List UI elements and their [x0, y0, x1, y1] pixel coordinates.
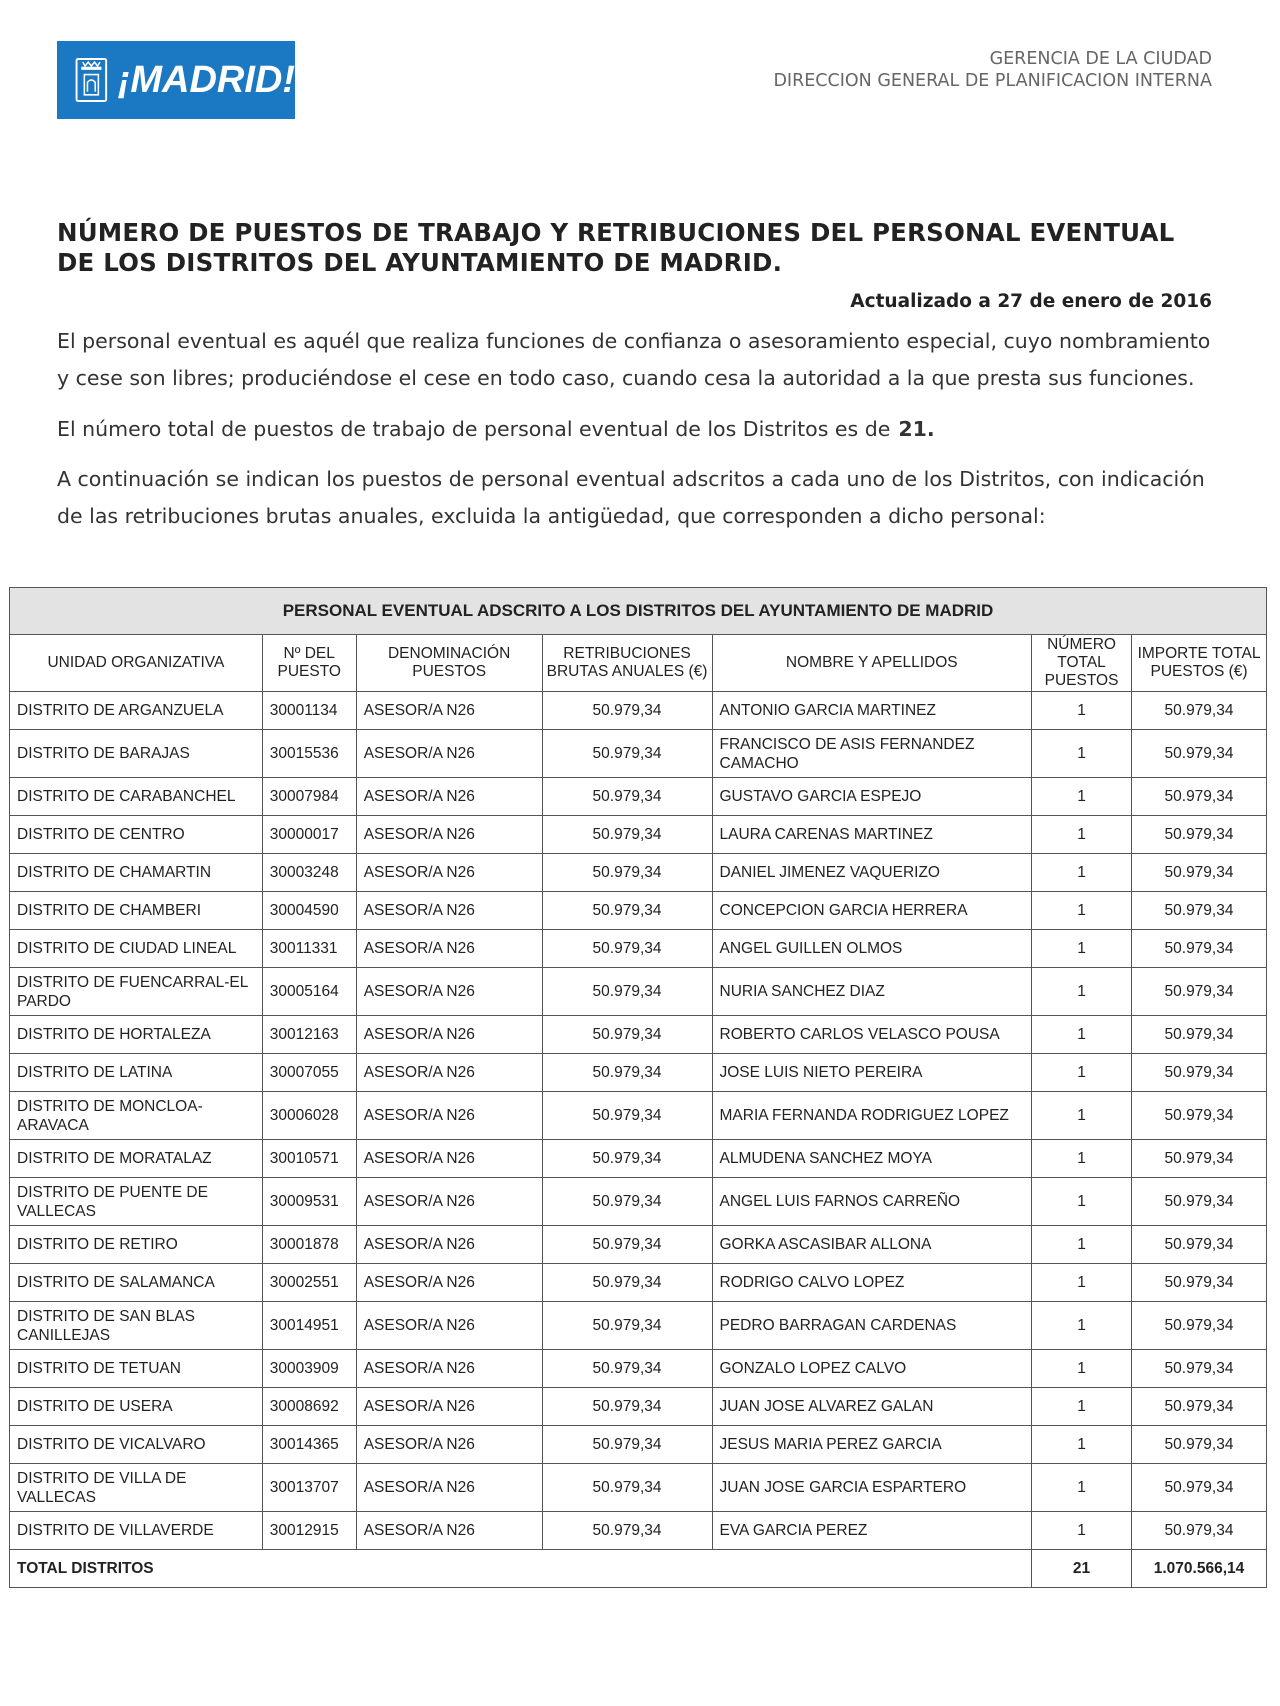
table-cell: ASESOR/A N26 — [356, 854, 542, 892]
table-cell: ASESOR/A N26 — [356, 1226, 542, 1264]
table-cell: ASESOR/A N26 — [356, 816, 542, 854]
column-header: DENOMINACIÓN PUESTOS — [356, 635, 542, 692]
table-cell: 1 — [1032, 1092, 1132, 1140]
table-cell: ASESOR/A N26 — [356, 1302, 542, 1350]
table-cell: 1 — [1032, 730, 1132, 778]
table-cell: ANGEL LUIS FARNOS CARREÑO — [712, 1178, 1032, 1226]
table-cell: EVA GARCIA PEREZ — [712, 1512, 1032, 1550]
table-cell: 30007984 — [262, 778, 356, 816]
table-cell: 1 — [1032, 1140, 1132, 1178]
table-cell: DISTRITO DE PUENTE DE VALLECAS — [10, 1178, 263, 1226]
table-cell: 50.979,34 — [1132, 1092, 1267, 1140]
table-row — [10, 1464, 1267, 1512]
table-cell: 50.979,34 — [1132, 1388, 1267, 1426]
table-cell: DISTRITO DE BARAJAS — [10, 730, 263, 778]
table-cell: 1 — [1032, 1388, 1132, 1426]
table-cell: 50.979,34 — [542, 854, 712, 892]
table-cell: 50.979,34 — [1132, 692, 1267, 730]
table-cell: 50.979,34 — [1132, 892, 1267, 930]
document-title — [57, 218, 1211, 278]
table-cell: MARIA FERNANDA RODRIGUEZ LOPEZ — [712, 1092, 1032, 1140]
table-cell: 1 — [1032, 1226, 1132, 1264]
table-cell: JUAN JOSE GARCIA ESPARTERO — [712, 1464, 1032, 1512]
column-header: NOMBRE Y APELLIDOS — [712, 635, 1032, 692]
table-cell: 30008692 — [262, 1388, 356, 1426]
table-cell: GONZALO LOPEZ CALVO — [712, 1350, 1032, 1388]
column-header: IMPORTE TOTAL PUESTOS (€) — [1132, 635, 1267, 692]
table-cell: ASESOR/A N26 — [356, 1512, 542, 1550]
table-row — [10, 730, 1267, 778]
table-cell: 50.979,34 — [1132, 1512, 1267, 1550]
paragraph-definition: El personal eventual es aquél que realiza funciones de confianza o asesoramiento especial, cuyo nombramiento y cese son libres; produciéndose el cese en todo caso, cuando cesa la autoridad a la que presta sus funciones. — [57, 329, 1211, 390]
table-cell: 50.979,34 — [1132, 1464, 1267, 1512]
table-row — [10, 1426, 1267, 1464]
table-cell: 50.979,34 — [542, 1054, 712, 1092]
table-cell: 50.979,34 — [542, 692, 712, 730]
table-cell: JUAN JOSE ALVAREZ GALAN — [712, 1388, 1032, 1426]
table-row — [10, 1512, 1267, 1550]
table-cell: 30014365 — [262, 1426, 356, 1464]
table-cell: 1 — [1032, 1302, 1132, 1350]
table-cell: FRANCISCO DE ASIS FERNANDEZ CAMACHO — [712, 730, 1032, 778]
table-cell: 1 — [1032, 1426, 1132, 1464]
table-cell: 1 — [1032, 1178, 1132, 1226]
table-body — [10, 692, 1267, 1550]
table-cell: DISTRITO DE CHAMARTIN — [10, 854, 263, 892]
table-cell: ASESOR/A N26 — [356, 1054, 542, 1092]
table-cell: DISTRITO DE CIUDAD LINEAL — [10, 930, 263, 968]
table-cell: 50.979,34 — [542, 1140, 712, 1178]
table-cell: GORKA ASCASIBAR ALLONA — [712, 1226, 1032, 1264]
total-count: 21 — [1032, 1550, 1132, 1588]
column-header: RETRIBUCIONES BRUTAS ANUALES (€) — [542, 635, 712, 692]
title-line-1: NÚMERO DE PUESTOS DE TRABAJO Y RETRIBUCIONES DEL PERSONAL EVENTUAL — [57, 218, 1175, 247]
table-cell: ASESOR/A N26 — [356, 1178, 542, 1226]
table-cell: ASESOR/A N26 — [356, 1350, 542, 1388]
table-cell: DISTRITO DE MONCLOA-ARAVACA — [10, 1092, 263, 1140]
table-cell: ASESOR/A N26 — [356, 1092, 542, 1140]
table-cell: ROBERTO CARLOS VELASCO POUSA — [712, 1016, 1032, 1054]
table-cell: 30003909 — [262, 1350, 356, 1388]
total-row — [10, 1550, 1267, 1588]
table-cell: 30014951 — [262, 1302, 356, 1350]
table-cell: 30015536 — [262, 730, 356, 778]
table-cell: 30005164 — [262, 968, 356, 1016]
table-cell: 50.979,34 — [1132, 1264, 1267, 1302]
table-cell: ASESOR/A N26 — [356, 692, 542, 730]
table-cell: ASESOR/A N26 — [356, 1388, 542, 1426]
paragraph-total-number: 21. — [898, 417, 935, 441]
table-cell: DISTRITO DE SALAMANCA — [10, 1264, 263, 1302]
table-cell: 50.979,34 — [542, 930, 712, 968]
table-cell: 50.979,34 — [542, 1016, 712, 1054]
table-cell: ASESOR/A N26 — [356, 778, 542, 816]
table-cell: 30011331 — [262, 930, 356, 968]
table-cell: ASESOR/A N26 — [356, 968, 542, 1016]
table-cell: 1 — [1032, 1512, 1132, 1550]
table-cell: 1 — [1032, 778, 1132, 816]
table-cell: 50.979,34 — [542, 1092, 712, 1140]
table-row — [10, 1140, 1267, 1178]
table-row — [10, 1054, 1267, 1092]
total-label: TOTAL DISTRITOS — [10, 1550, 1032, 1588]
table-cell: DISTRITO DE VICALVARO — [10, 1426, 263, 1464]
table-cell: 1 — [1032, 1054, 1132, 1092]
total-amount: 1.070.566,14 — [1132, 1550, 1267, 1588]
table-cell: 1 — [1032, 968, 1132, 1016]
table-cell: 50.979,34 — [542, 1302, 712, 1350]
table-cell: 50.979,34 — [542, 1426, 712, 1464]
paragraph-intro-table: A continuación se indican los puestos de personal eventual adscritos a cada uno de los Distritos, con indicación de las retribuciones brutas anuales, excluida la antigüedad, que corresponden a dicho personal: — [57, 467, 1205, 528]
table-cell: 50.979,34 — [542, 778, 712, 816]
table-cell: 50.979,34 — [542, 816, 712, 854]
table-cell: 30009531 — [262, 1178, 356, 1226]
table-row — [10, 778, 1267, 816]
table-row — [10, 1388, 1267, 1426]
table-row — [10, 892, 1267, 930]
table-cell: 50.979,34 — [542, 1388, 712, 1426]
column-header: UNIDAD ORGANIZATIVA — [10, 635, 263, 692]
table-cell: DISTRITO DE CHAMBERI — [10, 892, 263, 930]
table-cell: 50.979,34 — [1132, 1054, 1267, 1092]
table-cell: 50.979,34 — [1132, 1140, 1267, 1178]
table-cell: ASESOR/A N26 — [356, 1426, 542, 1464]
table-cell: 1 — [1032, 1350, 1132, 1388]
table-cell: 1 — [1032, 816, 1132, 854]
table-cell: 30006028 — [262, 1092, 356, 1140]
table-cell: 50.979,34 — [1132, 968, 1267, 1016]
table-cell: 30012915 — [262, 1512, 356, 1550]
table-cell: 30003248 — [262, 854, 356, 892]
table-cell: DISTRITO DE USERA — [10, 1388, 263, 1426]
table-cell: 1 — [1032, 1464, 1132, 1512]
table-cell: ASESOR/A N26 — [356, 730, 542, 778]
table-cell: DISTRITO DE RETIRO — [10, 1226, 263, 1264]
table-cell: 1 — [1032, 854, 1132, 892]
table-cell: JOSE LUIS NIETO PEREIRA — [712, 1054, 1032, 1092]
table-cell: 1 — [1032, 892, 1132, 930]
organization-header — [773, 48, 1212, 92]
table-row — [10, 854, 1267, 892]
table-cell: 50.979,34 — [542, 1226, 712, 1264]
table-cell: ASESOR/A N26 — [356, 930, 542, 968]
table-cell: DISTRITO DE HORTALEZA — [10, 1016, 263, 1054]
table-cell: 50.979,34 — [1132, 816, 1267, 854]
table-row — [10, 1178, 1267, 1226]
table-cell: ANGEL GUILLEN OLMOS — [712, 930, 1032, 968]
table-row — [10, 1092, 1267, 1140]
column-header: Nº DEL PUESTO — [262, 635, 356, 692]
table-cell: 50.979,34 — [1132, 1226, 1267, 1264]
table-cell: 50.979,34 — [542, 968, 712, 1016]
table-cell: 50.979,34 — [542, 892, 712, 930]
table-cell: DISTRITO DE MORATALAZ — [10, 1140, 263, 1178]
table-cell: 50.979,34 — [542, 730, 712, 778]
logo-text: ¡MADRID! — [117, 58, 295, 101]
table-cell: 50.979,34 — [542, 1178, 712, 1226]
paragraph-total-text: El número total de puestos de trabajo de personal eventual de los Distritos es de — [57, 417, 891, 441]
table-cell: DANIEL JIMENEZ VAQUERIZO — [712, 854, 1032, 892]
table-row — [10, 1302, 1267, 1350]
table-cell: 50.979,34 — [1132, 930, 1267, 968]
table-row — [10, 692, 1267, 730]
table-cell: 1 — [1032, 930, 1132, 968]
table-cell: 50.979,34 — [1132, 730, 1267, 778]
table-cell: DISTRITO DE FUENCARRAL-EL PARDO — [10, 968, 263, 1016]
table-row — [10, 1226, 1267, 1264]
paragraph-total — [57, 411, 1213, 448]
table-cell: 1 — [1032, 692, 1132, 730]
table-row — [10, 1016, 1267, 1054]
table-cell: 50.979,34 — [542, 1464, 712, 1512]
table-row — [10, 1264, 1267, 1302]
madrid-logo — [57, 41, 295, 119]
table-cell: 30004590 — [262, 892, 356, 930]
table-cell: DISTRITO DE TETUAN — [10, 1350, 263, 1388]
table-cell: 30001134 — [262, 692, 356, 730]
table-cell: LAURA CARENAS MARTINEZ — [712, 816, 1032, 854]
table-row — [10, 968, 1267, 1016]
table-cell: 50.979,34 — [1132, 778, 1267, 816]
table-caption: PERSONAL EVENTUAL ADSCRITO A LOS DISTRITOS DEL AYUNTAMIENTO DE MADRID — [10, 588, 1267, 635]
personnel-table — [9, 587, 1267, 1588]
table-cell: JESUS MARIA PEREZ GARCIA — [712, 1426, 1032, 1464]
table-cell: ASESOR/A N26 — [356, 1140, 542, 1178]
table-cell: DISTRITO DE SAN BLAS CANILLEJAS — [10, 1302, 263, 1350]
column-header: NÚMERO TOTAL PUESTOS — [1032, 635, 1132, 692]
table-cell: 50.979,34 — [542, 1350, 712, 1388]
madrid-crest-icon — [75, 51, 108, 109]
table-cell: ALMUDENA SANCHEZ MOYA — [712, 1140, 1032, 1178]
org-line-1: GERENCIA DE LA CIUDAD — [989, 49, 1212, 69]
table-cell: RODRIGO CALVO LOPEZ — [712, 1264, 1032, 1302]
table-cell: 30012163 — [262, 1016, 356, 1054]
table-header-row — [10, 635, 1267, 692]
table-cell: 30000017 — [262, 816, 356, 854]
table-cell: 30001878 — [262, 1226, 356, 1264]
table-cell: 30002551 — [262, 1264, 356, 1302]
table-cell: 50.979,34 — [1132, 1426, 1267, 1464]
table-cell: 30010571 — [262, 1140, 356, 1178]
table-cell: NURIA SANCHEZ DIAZ — [712, 968, 1032, 1016]
updated-date: Actualizado a 27 de enero de 2016 — [850, 291, 1212, 312]
org-line-2: DIRECCION GENERAL DE PLANIFICACION INTERNA — [773, 71, 1212, 91]
table-cell: 50.979,34 — [1132, 1016, 1267, 1054]
table-cell: DISTRITO DE VILLAVERDE — [10, 1512, 263, 1550]
table-cell: GUSTAVO GARCIA ESPEJO — [712, 778, 1032, 816]
table-cell: DISTRITO DE LATINA — [10, 1054, 263, 1092]
table-cell: 30013707 — [262, 1464, 356, 1512]
table-cell: 50.979,34 — [1132, 1302, 1267, 1350]
table-cell: ASESOR/A N26 — [356, 1464, 542, 1512]
table-cell: ANTONIO GARCIA MARTINEZ — [712, 692, 1032, 730]
table-row — [10, 816, 1267, 854]
table-cell: ASESOR/A N26 — [356, 1264, 542, 1302]
table-cell: DISTRITO DE ARGANZUELA — [10, 692, 263, 730]
table-cell: 50.979,34 — [542, 1264, 712, 1302]
title-line-2: DE LOS DISTRITOS DEL AYUNTAMIENTO DE MADRID. — [57, 248, 783, 277]
table-cell: 50.979,34 — [542, 1512, 712, 1550]
table-cell: 1 — [1032, 1016, 1132, 1054]
table-cell: ASESOR/A N26 — [356, 1016, 542, 1054]
table-row — [10, 1350, 1267, 1388]
table-cell: DISTRITO DE CARABANCHEL — [10, 778, 263, 816]
table-cell: ASESOR/A N26 — [356, 892, 542, 930]
table-cell: DISTRITO DE CENTRO — [10, 816, 263, 854]
table-cell: 30007055 — [262, 1054, 356, 1092]
table-cell: PEDRO BARRAGAN CARDENAS — [712, 1302, 1032, 1350]
table-cell: CONCEPCION GARCIA HERRERA — [712, 892, 1032, 930]
table-row — [10, 930, 1267, 968]
table-cell: 50.979,34 — [1132, 1350, 1267, 1388]
table-cell: 50.979,34 — [1132, 1178, 1267, 1226]
table-cell: DISTRITO DE VILLA DE VALLECAS — [10, 1464, 263, 1512]
table-cell: 1 — [1032, 1264, 1132, 1302]
table-cell: 50.979,34 — [1132, 854, 1267, 892]
